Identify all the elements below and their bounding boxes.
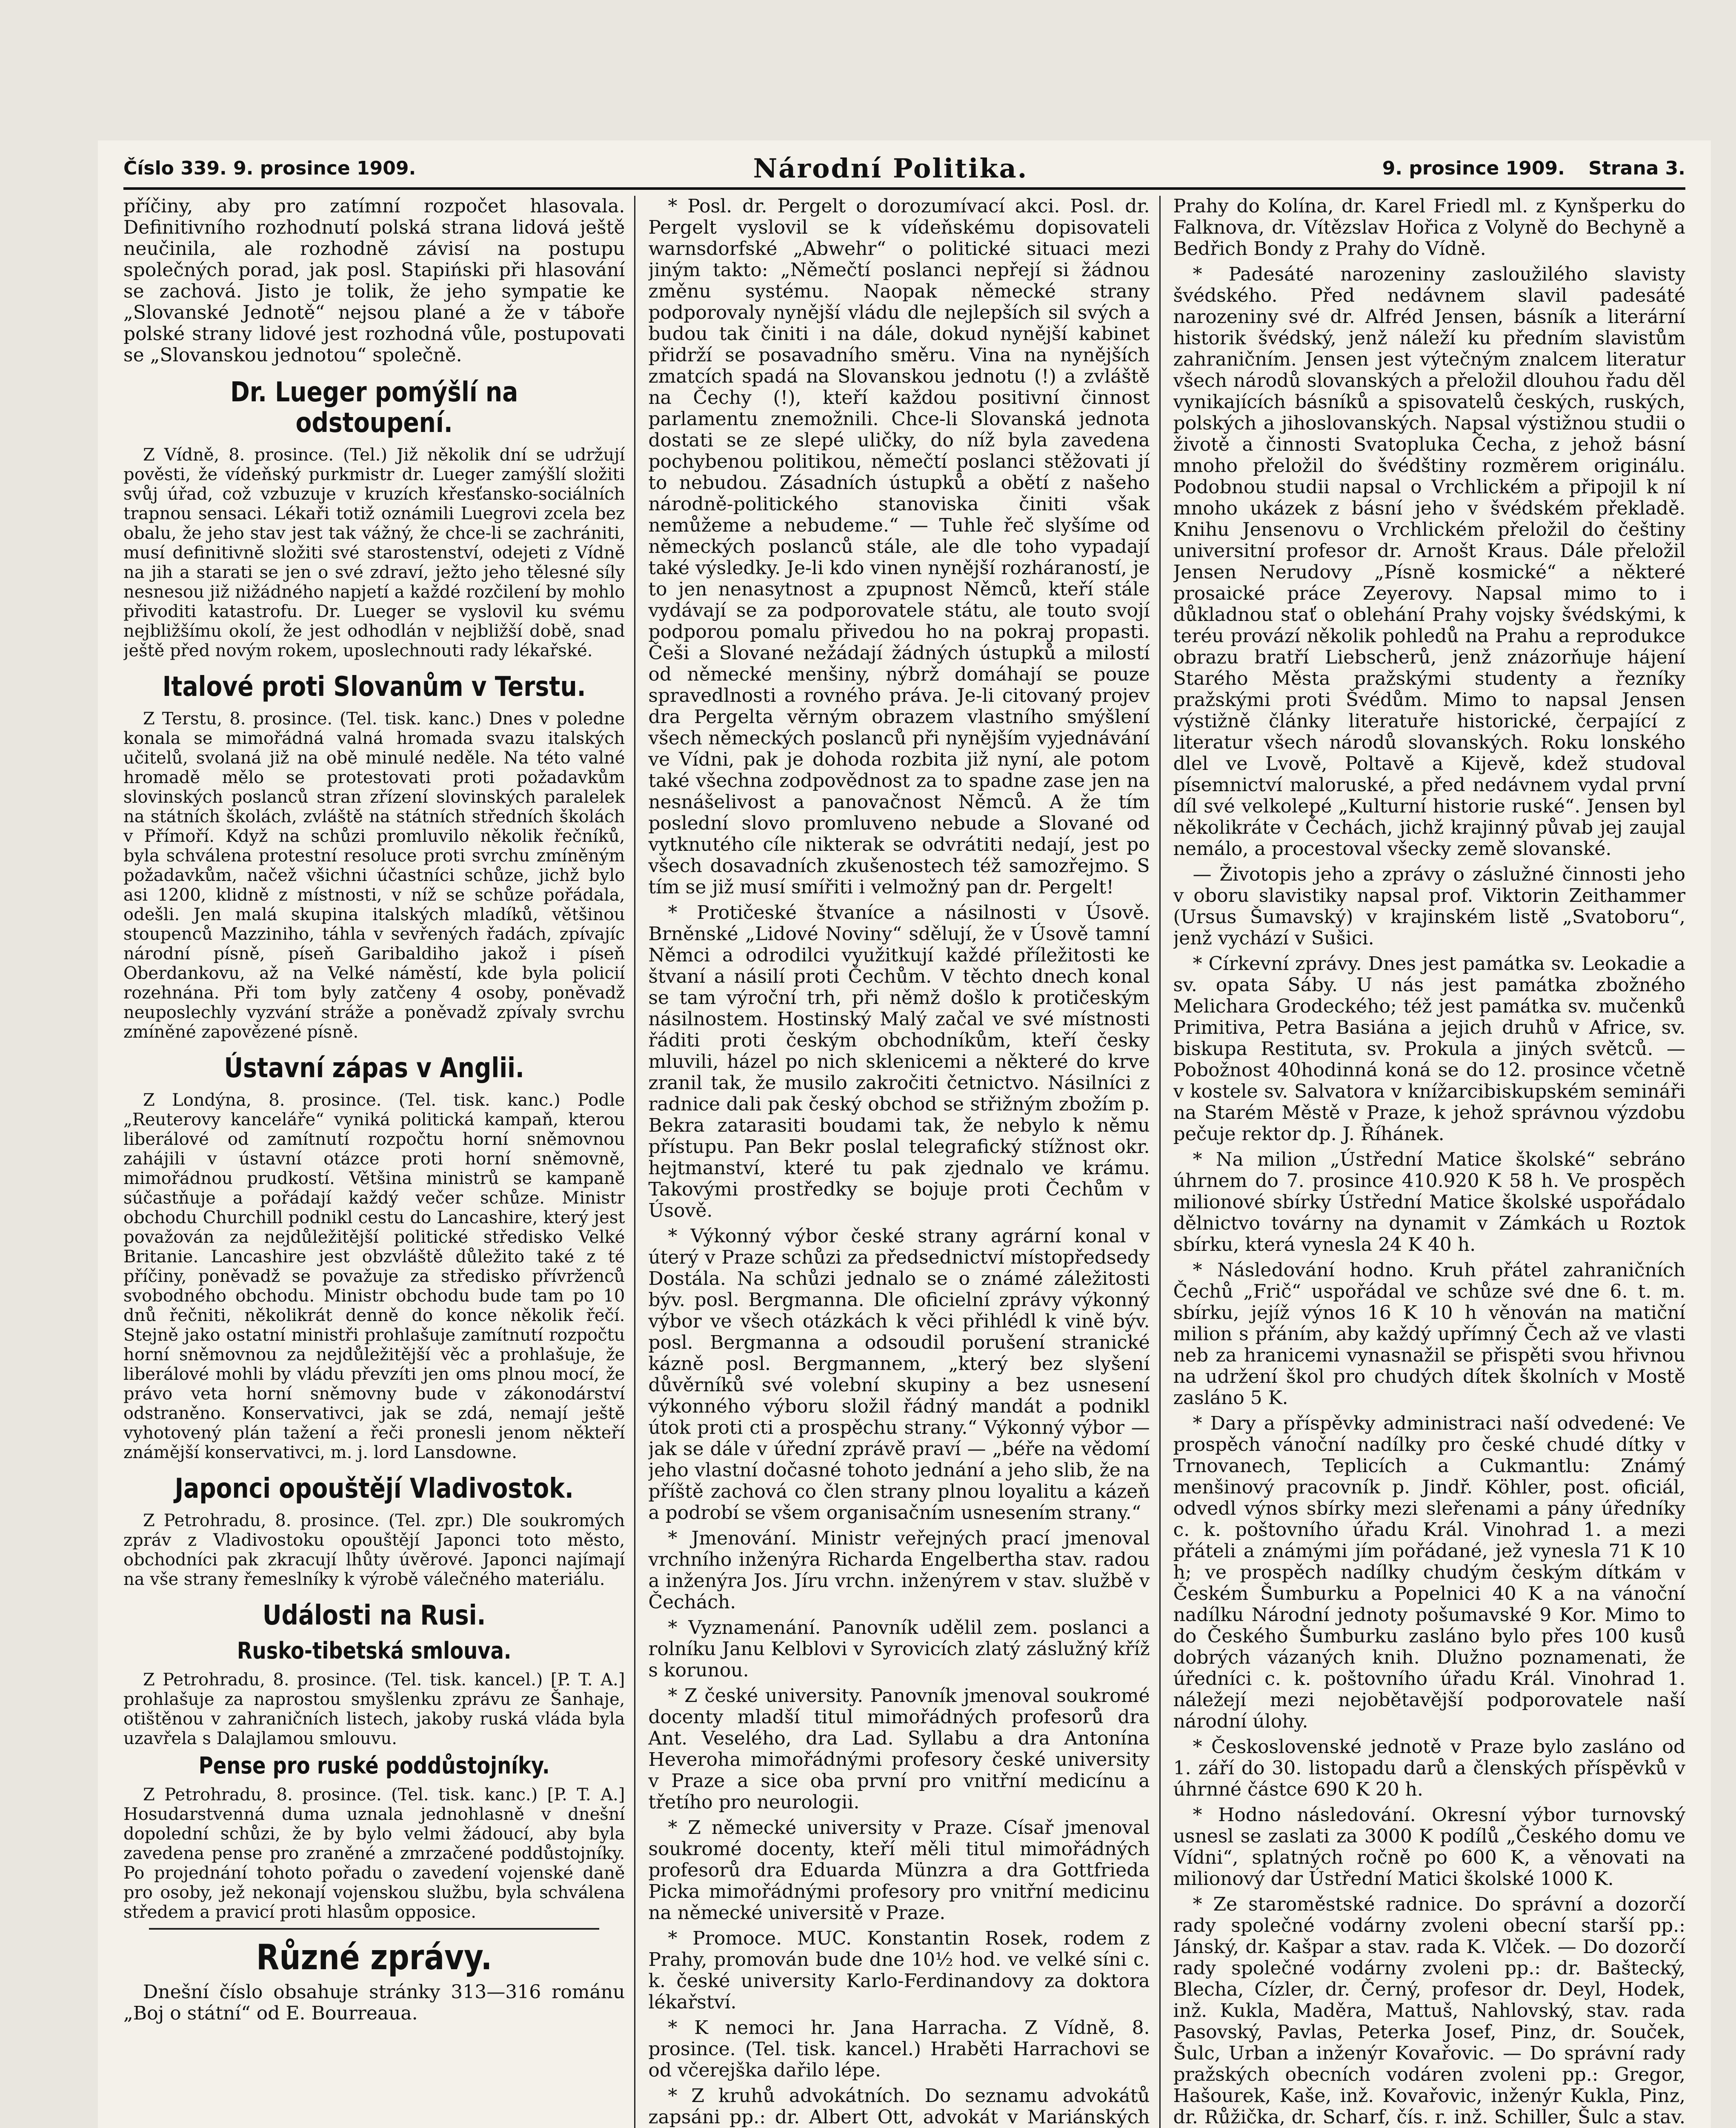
newspaper-page <box>98 140 1711 2128</box>
paragraph: * Dary a příspěvky administraci naší odvedené: Ve prospěch vánoční nadílky pro české chudé dítky v Trnovanech, Teplicích a Cukmantlu: Známý menšinový pracovník p. Jindř. Köhler, post. oficiál, odvedl výnos sbírky mezi sleřenami a pány úředníky c. k. poštovního úřadu Král. Vinohrad 1. a mezi přáteli a známými jím pořádané, jež vynesla 71 K 10 h; ve prospěch nadílky chudým českým dítkám v Českém Šumburku a Popelnici 40 K a na vánoční nadílku Národní jednoty pošumavské 9 Kor. Mimo to do Českého Šumburku zasláno bylo přes 100 kusů dobrých vázaných knih. Dlužno poznamenati, že úředníci c. k. poštovního úřadu Král. Vinohrad 1. náležejí mezi nejobětavější podporovatele naší národní úlohy. <box>1173 1413 1685 1732</box>
masthead-title: Národní Politika. <box>753 152 1028 184</box>
paragraph: Z Petrohradu, 8. prosince. (Tel. tisk. kanc.) [P. T. A.] Hosudarstvenná duma uznala jednohlasně v dnešní dopolední schůzi, že by bylo velmi žádoucí, aby byla zavedena pense pro zraněné a zmrzačené poddůstojníky. Po projednání tohoto pořadu o zavedení vojenské daně pro osoby, jež nekonají vojenskou službu, byla schválena středem a pravicí proti hlasům opposice. <box>123 1785 625 1922</box>
paragraph: * Následování hodno. Kruh přátel zahraničních Čechů „Frič“ uspořádal ve schůze své dne 6. t. m. sbírku, jejíž výnos 16 K 10 h věnován na matiční milion s přáním, aby každý upřímný Čech až ve vlasti neb za hranicemi vynasnažil se přispěti svou hřivnou na udržení škol pro chudých dítek školních v Mostě zasláno 5 K. <box>1173 1259 1685 1409</box>
paragraph: * Jmenování. Ministr veřejných prací jmenoval vrchního inženýra Richarda Engelbertha stav. radou a inženýra Jos. Jíru vrchn. inženýrem v stav. službě v Čechách. <box>648 1527 1150 1613</box>
paragraph: Z Petrohradu, 8. prosince. (Tel. tisk. kancel.) [P. T. A.] prohlašuje za naprostou smyšlenku zprávu ze Šanhaje, otištěnou v zahraničních listech, jakoby ruská vláda byla uzavřela s Dalajlamou smlouvu. <box>123 1670 625 1748</box>
paragraph: * Na milion „Ústřední Matice školské“ sebráno úhrnem do 7. prosince 410.920 K 58 h. Ve prospěch milionové sbírky Ústřední Matice školské uspořádalo dělnictvo továrny na dynamit v Zámkách u Roztok sbírku, která vynesla 24 K 40 h. <box>1173 1149 1685 1256</box>
column-2 <box>648 196 1160 2128</box>
paragraph: * Padesáté narozeniny zasloužilého slavisty švédského. Před nedávnem slavil padesáté narozeniny své dr. Alfréd Jensen, básník a literární historik švédský, jenž náleží ku předním slavistům zahraničním. Jensen jest výtečným znalcem literatur všech národů slovanských a přeložil dlouhou řadu děl vynikajících básníků a spisovatelů českých, ruských, polských a jihoslovanských. Napsal výstižnou studii o životě a činnosti Svatopluka Čecha, z jehož básní mnoho přeložil do švédštiny rozměrem originálu. Podobnou studii napsal o Vrchlickém a připojil k ní mnoho ukázek z básní jeho v švédském překladě. Knihu Jensenovu o Vrchlickém přeložil do češtiny universitní profesor dr. Arnošt Kraus. Dále přeložil Jensen Nerudovy „Písně kosmické“ a některé prosaické práce Zeyerovy. Napsal mimo to i důkladnou stať o oblehání Prahy vojsky švédskými, k teréu provází několik pohledů na Prahu a reprodukce obrazu bratří Liebscherů, jenž znázorňuje hájení Starého Města pražskými studenty a řezníky pražskými proti Švédům. Mimo to napsal Jensen výstižně články literatuře historické, čerpající z literatur všech národů slovanských. Roku lonského dlel ve Lvově, Poltavě a Kijevě, kdež studoval písemnictví maloruské, a před nedávnem vydal první díl své velkolepé „Kulturní historie ruské“. Jensen byl několikráte v Čechách, jichž krajinný půvab jej zaujal nemálo, a procestoval všecky země slovanské. <box>1173 263 1685 860</box>
header-date: 9. prosince 1909. <box>1382 157 1565 179</box>
divider <box>149 1928 599 1930</box>
paragraph: Z Vídně, 8. prosince. (Tel.) Již několik dní se udržují pověsti, že vídeňský purkmistr dr. Lueger zamýšlí složiti svůj úřad, což vzbuzuje v kruzích křesťansko-sociálních trapnou sensaci. Lékaři totiž oznámili Luegrovi zcela bez obalu, že jeho stav jest tak vážný, že chce-li se zachrániti, musí definitivně složiti své starostenství, odejeti z Vídně na jih a starati se jen o své zdraví, ježto jeho tělesné síly nesnesou již nižádného napjetí a každé rozčilení by mohlo přivoditi katastrofu. Dr. Lueger se vyslovil ku svému nejbližšímu okolí, že jest odhodlán v nejbližší době, snad ještě před novým rokem, uposlechnouti rady lékařské. <box>123 445 625 661</box>
paragraph: Dnešní číslo obsahuje stránky 313—316 románu „Boj o státní“ od E. Bourreaua. <box>123 1981 625 2024</box>
paragraph: * K nemoci hr. Jana Harracha. Z Vídně, 8. prosince. (Tel. tisk. kancel.) Hraběti Harrachovi se od včerejška dařilo lépe. <box>648 2017 1150 2081</box>
paragraph: * Z české university. Panovník jmenoval soukromé docenty mladší titul mimořádných profesorů dra Ant. Veselého, dra Lad. Syllabu a dra Antonína Heveroha mimořádnými profesory české university v Praze a sice oba první pro vnitřní medicínu a třetího pro neurologii. <box>648 1685 1150 1813</box>
page-number: Strana 3. <box>1588 157 1685 179</box>
section-heading: Různé zprávy. <box>256 1937 492 1978</box>
paragraph: Z Petrohradu, 8. prosince. (Tel. zpr.) Dle soukromých zpráv z Vladivostoku opouštějí Japonci toto město, obchodníci pak zkracují lhůty úvěrové. Japonci najímají na vše strany řemeslníky k výrobě válečného materiálu. <box>123 1511 625 1589</box>
column-1 <box>123 196 635 2128</box>
paragraph: * Hodno následování. Okresní výbor turnovský usnesl se zaslati za 3000 K podílů „Českého domu ve Vídni“, splatných ročně po 600 K, a věnovati na milionový dar Ústřední Matici školské 1000 K. <box>1173 1804 1685 1890</box>
paragraph: příčiny, aby pro zatímní rozpočet hlasovala. Definitivního rozhodnutí polská strana lidová ještě neučinila, ale rozhodně závisí na postupu společných porad, jak posl. Stapiński při hlasování se zachová. Jisto je tolik, že jeho sympatie ke „Slovanské Jednotě“ nejsou plané a že v táboře polské strany lidové jest rozhodná vůle, postupovati se „Slovanskou jednotou“ společně. <box>123 196 625 366</box>
paragraph: * Vyznamenání. Panovník udělil zem. poslanci a rolníku Janu Kelblovi v Syrovicích zlatý záslužný kříž s korunou. <box>648 1617 1150 1681</box>
paragraph: * Československé jednotě v Praze bylo zasláno od 1. září do 30. listopadu darů a členských příspěvků v úhrnné částce 690 K 20 h. <box>1173 1736 1685 1800</box>
paragraph: * Promoce. MUC. Konstantin Rosek, rodem z Prahy, promován bude dne 10½ hod. ve velké síni c. k. české university Karlo-Ferdinandovy za doktora lékařství. <box>648 1928 1150 2013</box>
article-heading: Dr. Lueger pomýšlí na odstoupení. <box>230 377 518 439</box>
paragraph: — Životopis jeho a zprávy o záslužné činnosti jeho v oboru slavistiky napsal prof. Viktorin Zeithammer (Ursus Šumavský) v krajinském listě „Svatoboru“, jenž vychází v Sušici. <box>1173 864 1685 949</box>
paragraph: * Výkonný výbor české strany agrární konal v úterý v Praze schůzi za předsednictví místopředsedy Dostála. Na schůzi jednalo se o známé záležitosti býv. posl. Bergmanna. Dle oficielní zprávy výkonný výbor ve všech otázkách k věci přihlédl k vině býv. posl. Bergmanna a odsoudil porušení stranické kázně posl. Bergmannem, „který bez slyšení důvěrníků své volební skupiny a bez usnesení výkonného výboru složil řádný mandát a podnikl útok proti cti a prospěchu strany.“ Výkonný výbor — jak se dále v úřední zprávě praví — „béře na vědomí jeho vlastní dočasné tohoto jednání a jeho slib, že na příště zachová co člen strany plnou loyalitu a kázeň a podrobí se všem organisačním usnesením strany.“ <box>648 1225 1150 1524</box>
paragraph: Z Terstu, 8. prosince. (Tel. tisk. kanc.) Dnes v poledne konala se mimořádná valná hromada svazu italských učitelů, svolaná již na obě minulé neděle. Na této valné hromadě mělo se protestovati proti požadavkům slovinských poslanců stran zřízení slovinských paralelek na státních školách, zvláště na státních středních školách v Přímoří. Když na schůzi promluvilo několik řečníků, byla schválena protestní resoluce proti svrchu zmíněným požadavkům, načež všichni účastníci schůze, jichž bylo asi 1200, klidně z místnosti, v níž se schůze pořádala, odešli. Jen malá skupina italských mladíků, většinou stoupenců Mazziniho, táhla v sevřených řadách, zpívajíc národní písně, píseň Garibaldiho jakož i píseň Oberdankovu, až na Velké náměstí, kde byla policií rozehnána. Při tom byly zatčeny 4 osoby, poněvadž neuposlechly vyzvání stráže a poněvadž zpívaly svrchu zmíněné zapovězené písně. <box>123 709 625 1042</box>
article-heading: Japonci opouštějí Vladivostok. <box>174 1473 574 1504</box>
columns <box>123 196 1685 2128</box>
issue-number: Číslo 339. 9. prosince 1909. <box>123 157 416 179</box>
date-and-page <box>1365 157 1685 179</box>
paragraph: * Protičeské štvaníce a násilnosti v Úsově. Brněnské „Lidové Noviny“ sdělují, že v Úsově tamní Němci a odrodilci využitkují každé příležitosti ke štvaní a násilí proti Čechům. V těchto dnech konal se tam výroční trh, při němž došlo k protičeským násilnostem. Hostinský Malý začal ve své místnosti řáditi proti českým obchodníkům, kteří česky mluvili, házel po nich sklenicemi a některé do krve zranil tak, že musilo zakročiti četnictvo. Násilníci z radnice dali pak český obchod se střižným zbožím p. Bekra zatarasiti boudami tak, že nebylo k němu přístupu. Pan Bekr poslal telegrafický stížnost okr. hejtmanství, které tu pak zjednalo ve krámu. Takovými prostředky se bojuje proti Čechům v Úsově. <box>648 902 1150 1221</box>
article-heading: Italové proti Slovanům v Terstu. <box>162 671 586 703</box>
article-heading: Ústavní zápas v Anglii. <box>224 1053 524 1084</box>
paragraph: Prahy do Kolína, dr. Karel Friedl ml. z Kynšperku do Falknova, dr. Vítězslav Hořica z Volyně do Bechyně a Bedřich Bondy z Prahy do Vídně. <box>1173 196 1685 260</box>
section-heading: Události na Rusi. <box>262 1600 486 1631</box>
article-subheading: Rusko-tibetská smlouva. <box>237 1637 512 1664</box>
running-head <box>123 149 1685 190</box>
paragraph: * Posl. dr. Pergelt o dorozumívací akci. Posl. dr. Pergelt vyslovil se k vídeňskému dopisovateli warnsdorfské „Abwehr“ o politické situaci mezi jiným takto: „Němečtí poslanci nepřejí si žádnou změnu systému. Naopak německé strany podporovaly nynější vládu dle nejlepších sil svých a budou tak činiti i na dále, dokud nynější kabinet přidrží se posavadního směru. Vina na nynějších zmatcích spadá na Slovanskou jednotu (!) a zvláště na Čechy (!), kteří každou positivní činnost parlamentu znemožnili. Chce-li Slovanská jednota dostati se ze slepé uličky, do níž byla zavedena pochybenou politikou, němečtí poslanci stěžovati jí to nebudou. Zásadních ústupků a obětí z našeho národně-politického stanoviska činiti však nemůžeme a nebudeme.“ — Tuhle řeč slyšíme od německých poslanců stále, ale dle toho vypadají také výsledky. Je-li kdo vinen nynější rozháraností, je to jen nenasytnost a zpupnost Němců, kteří stále vydávají se za podporovatele státu, ale touto svojí podporou pomalu přivedou ho na pokraj propasti. Češi a Slované nežádají žádných ústupků a milostí od německé menšiny, nýbrž domáhají se pouze spravedlnosti a rovného práva. Je-li citovaný projev dra Pergelta věrným obrazem vlastního smýšlení všech německých poslanců při nynějším vyjednávání ve Vídni, pak je dohoda rozbita již nyní, ale potom také všechna zodpovědnost za to spadne zase jen na nesnášelivost a panovačnost Němců. A že tím poslední slovo promluveno nebude a Slované od vytknutého cíle nikterak se odvrátiti nedají, jest po všech dosavadních zkušenostech též samozřejmo. S tím se již musí smířiti i velmožný pan dr. Pergelt! <box>648 196 1150 898</box>
paragraph: * Církevní zprávy. Dnes jest památka sv. Leokadie a sv. opata Sáby. U nás jest památka zbožného Melichara Grodeckého; též jest památka sv. mučenků Primitiva, Petra Basiána a jejich druhů v Africe, sv. biskupa Restituta, sv. Prokula a jiných světců. — Pobožnost 40hodinná koná se do 12. prosince včetně v kostele sv. Salvatora v knížarcibiskupském semináři na Starém Městě v Praze, k jehož správnou výzdobu pečuje rektor dp. J. Říhánek. <box>1173 953 1685 1145</box>
paragraph: * Z německé university v Praze. Císař jmenoval soukromé docenty, kteří měli titul mimořádných profesorů dra Eduarda Münzra a dra Gottfrieda Picka mimořádnými profesory pro vnitřní medicinu na německé universitě v Praze. <box>648 1817 1150 1924</box>
paragraph: Z Londýna, 8. prosince. (Tel. tisk. kanc.) Podle „Reuterovy kanceláře“ vyniká politická kampaň, kterou liberálové od zamítnutí rozpočtu horní sněmovnou zahájili v ústavní otázce proti horní sněmovně, mimořádnou prudkostí. Většina ministrů se kampaně súčastňuje a pořádají každý večer schůze. Ministr obchodu Churchill podnikl cestu do Lancashire, který jest považován za nejdůležitější politické středisko Velké Britanie. Lancashire jest obzvláště důležito také z té příčiny, poněvadž se považuje za středisko přívrženců svobodného obchodu. Ministr obchodu bude tam po 10 dnů řečniti, několikrát denně do konce několik řečí. Stejně jako ostatní ministři prohlašuje zamítnutí rozpočtu horní sněmovnou za nejdůležitější věc a prohlašuje, že liberálové mohli by vládu převzíti jen oms plnou mocí, že právo veta horní sněmovny bude v zákonodárství odstraněno. Konservativci, jak se zdá, nemají ještě vyhotovený plán tažení a řeči pronesli jenom někteří známější konservativci, m. j. lord Lansdowne. <box>123 1090 625 1462</box>
paragraph: * Ze staroměstské radnice. Do správní a dozorčí rady společné vodárny zvoleni obecní starší pp.: Jánský, dr. Kašpar a stav. rada K. Vlček. — Do dozorčí rady společné vodárny zvoleni pp.: dr. Baštecký, Blecha, Cízler, dr. Černý, profesor dr. Deyl, Hodek, inž. Kukla, Maděra, Mattuš, Nahlovský, stav. rada Pasovský, Pavlas, Peterka Josef, Pinz, dr. Souček, Šulc, Urban a inženýr Kovařovic. — Do správní rady pražských obecních vodáren zvoleni pp.: Gregor, Hašourek, Kaše, inž. Kovařovic, inženýr Kukla, Pinz, dr. Růžička, dr. Scharf, čís. r. inž. Schiller, Šulc a stav. <box>1173 1893 1685 2128</box>
article-subheading: Pense pro ruské poddůstojníky. <box>198 1752 550 1779</box>
column-3 <box>1173 196 1685 2128</box>
paragraph: * Z kruhů advokátních. Do seznamu advokátů zapsáni pp.: dr. Albert Ott, advokát v Mariánských <box>648 2085 1150 2128</box>
